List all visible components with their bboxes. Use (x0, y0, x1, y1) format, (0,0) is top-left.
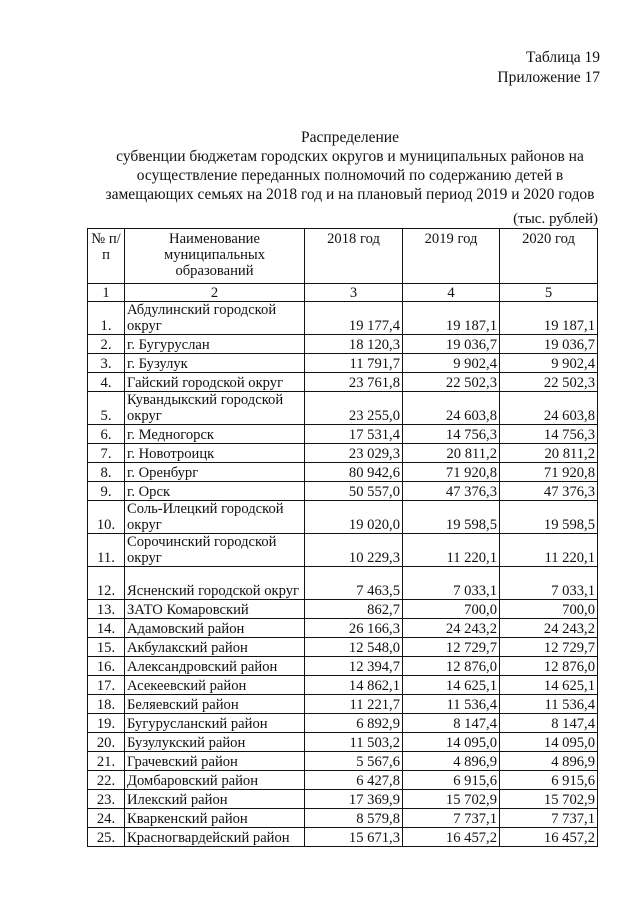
value-2018: 14 862,1 (305, 676, 403, 695)
value-2018: 6 892,9 (305, 714, 403, 733)
table-row (88, 657, 598, 676)
row-number: 8. (88, 463, 125, 482)
value-2019: 11 536,4 (403, 695, 500, 714)
municipality-name: г. Орск (125, 482, 305, 501)
table-row (88, 638, 598, 657)
value-2018: 23 255,0 (305, 392, 403, 425)
value-2020: 8 147,4 (500, 714, 598, 733)
value-2018: 862,7 (305, 600, 403, 619)
municipality-name: ЗАТО Комаровский (125, 600, 305, 619)
value-2020: 20 811,2 (500, 444, 598, 463)
municipality-name: Гайский городской округ (125, 373, 305, 392)
value-2019: 6 915,6 (403, 771, 500, 790)
table-row (88, 373, 598, 392)
value-2018: 11 221,7 (305, 695, 403, 714)
value-2020: 700,0 (500, 600, 598, 619)
table-number: Таблица 19 (525, 49, 600, 66)
row-number: 7. (88, 444, 125, 463)
table-row (88, 676, 598, 695)
row-number: 9. (88, 482, 125, 501)
value-2018: 80 942,6 (305, 463, 403, 482)
title-line: Распределение (301, 129, 399, 146)
value-2018: 8 579,8 (305, 809, 403, 828)
value-2018: 15 671,3 (305, 828, 403, 847)
value-2019: 12 729,7 (403, 638, 500, 657)
table-row (88, 600, 598, 619)
table-row (88, 425, 598, 444)
row-number: 3. (88, 354, 125, 373)
table-row (88, 828, 598, 847)
municipality-name: г. Новотроицк (125, 444, 305, 463)
municipality-name: Абдулинский городской округ (125, 302, 305, 335)
row-number: 14. (88, 619, 125, 638)
value-2018: 12 394,7 (305, 657, 403, 676)
appendix-number: Приложение 17 (497, 69, 600, 86)
row-number: 18. (88, 695, 125, 714)
municipality-name: Кваркенский район (125, 809, 305, 828)
value-2020: 16 457,2 (500, 828, 598, 847)
municipality-name: Сорочинский городской округ (125, 534, 305, 567)
value-2018: 26 166,3 (305, 619, 403, 638)
value-2019: 8 147,4 (403, 714, 500, 733)
table-row (88, 534, 598, 567)
header-2020: 2020 год (500, 229, 598, 284)
value-2019: 24 243,2 (403, 619, 500, 638)
value-2020: 7 033,1 (500, 567, 598, 600)
table-row (88, 335, 598, 354)
municipality-name: Домбаровский район (125, 771, 305, 790)
value-2020: 4 896,9 (500, 752, 598, 771)
value-2020: 71 920,8 (500, 463, 598, 482)
header-2019: 2019 год (403, 229, 500, 284)
header-2018: 2018 год (305, 229, 403, 284)
table-row (88, 619, 598, 638)
value-2018: 10 229,3 (305, 534, 403, 567)
row-number: 4. (88, 373, 125, 392)
value-2018: 50 557,0 (305, 482, 403, 501)
row-number: 21. (88, 752, 125, 771)
value-2018: 7 463,5 (305, 567, 403, 600)
value-2020: 11 536,4 (500, 695, 598, 714)
table-row (88, 392, 598, 425)
column-index: 2 (125, 284, 305, 302)
row-number: 22. (88, 771, 125, 790)
table-row (88, 752, 598, 771)
municipality-name: Красногвардейский район (125, 828, 305, 847)
value-2018: 19 020,0 (305, 501, 403, 534)
municipality-name: Акбулакский район (125, 638, 305, 657)
value-2020: 22 502,3 (500, 373, 598, 392)
municipality-name: Соль-Илецкий городской округ (125, 501, 305, 534)
municipality-name: Грачевский район (125, 752, 305, 771)
value-2018: 11 791,7 (305, 354, 403, 373)
value-2020: 12 729,7 (500, 638, 598, 657)
title-line: субвенции бюджетам городских округов и муниципальных районов на (116, 148, 584, 165)
value-2019: 14 625,1 (403, 676, 500, 695)
row-number: 16. (88, 657, 125, 676)
table-row (88, 567, 598, 600)
value-2019: 22 502,3 (403, 373, 500, 392)
value-2019: 47 376,3 (403, 482, 500, 501)
table-row (88, 809, 598, 828)
column-index-row (88, 284, 598, 302)
value-2019: 11 220,1 (403, 534, 500, 567)
row-number: 13. (88, 600, 125, 619)
units-label: (тыс. рублей) (513, 211, 598, 227)
document-header (497, 48, 600, 88)
value-2020: 14 756,3 (500, 425, 598, 444)
value-2019: 15 702,9 (403, 790, 500, 809)
value-2019: 19 598,5 (403, 501, 500, 534)
value-2019: 14 756,3 (403, 425, 500, 444)
table-row (88, 501, 598, 534)
municipality-name: г. Бузулук (125, 354, 305, 373)
row-number: 20. (88, 733, 125, 752)
value-2018: 11 503,2 (305, 733, 403, 752)
value-2020: 24 603,8 (500, 392, 598, 425)
value-2019: 14 095,0 (403, 733, 500, 752)
value-2018: 23 761,8 (305, 373, 403, 392)
value-2020: 15 702,9 (500, 790, 598, 809)
municipality-name: г. Медногорск (125, 425, 305, 444)
row-number: 15. (88, 638, 125, 657)
row-number: 2. (88, 335, 125, 354)
value-2019: 20 811,2 (403, 444, 500, 463)
value-2020: 14 625,1 (500, 676, 598, 695)
row-number: 12. (88, 567, 125, 600)
table-row (88, 733, 598, 752)
value-2020: 6 915,6 (500, 771, 598, 790)
value-2020: 12 876,0 (500, 657, 598, 676)
value-2018: 12 548,0 (305, 638, 403, 657)
value-2018: 19 177,4 (305, 302, 403, 335)
column-index: 5 (500, 284, 598, 302)
value-2019: 24 603,8 (403, 392, 500, 425)
value-2019: 12 876,0 (403, 657, 500, 676)
header-name: Наименование муниципальных образований (125, 229, 305, 284)
table-row (88, 714, 598, 733)
table-row (88, 771, 598, 790)
value-2019: 9 902,4 (403, 354, 500, 373)
value-2020: 19 187,1 (500, 302, 598, 335)
municipality-name: г. Бугуруслан (125, 335, 305, 354)
value-2020: 11 220,1 (500, 534, 598, 567)
row-number: 23. (88, 790, 125, 809)
value-2018: 17 369,9 (305, 790, 403, 809)
row-number: 25. (88, 828, 125, 847)
row-number: 24. (88, 809, 125, 828)
row-number: 5. (88, 392, 125, 425)
municipality-name: Бугурусланский район (125, 714, 305, 733)
header-num: № п/п (88, 229, 125, 284)
document-title (90, 128, 610, 204)
municipality-name: Асекеевский район (125, 676, 305, 695)
row-number: 10. (88, 501, 125, 534)
column-index: 3 (305, 284, 403, 302)
value-2019: 19 036,7 (403, 335, 500, 354)
value-2020: 24 243,2 (500, 619, 598, 638)
municipality-name: Кувандыкский городской округ (125, 392, 305, 425)
value-2018: 18 120,3 (305, 335, 403, 354)
value-2019: 7 033,1 (403, 567, 500, 600)
value-2019: 700,0 (403, 600, 500, 619)
value-2020: 47 376,3 (500, 482, 598, 501)
subvention-table (87, 228, 598, 847)
value-2020: 19 598,5 (500, 501, 598, 534)
municipality-name: Беляевский район (125, 695, 305, 714)
value-2019: 4 896,9 (403, 752, 500, 771)
table-row (88, 444, 598, 463)
value-2020: 7 737,1 (500, 809, 598, 828)
value-2020: 14 095,0 (500, 733, 598, 752)
value-2019: 16 457,2 (403, 828, 500, 847)
value-2018: 5 567,6 (305, 752, 403, 771)
table-row (88, 790, 598, 809)
value-2019: 71 920,8 (403, 463, 500, 482)
value-2018: 6 427,8 (305, 771, 403, 790)
municipality-name: Ясненский городской округ (125, 567, 305, 600)
municipality-name: г. Оренбург (125, 463, 305, 482)
table-row (88, 695, 598, 714)
municipality-name: Александровский район (125, 657, 305, 676)
municipality-name: Илекский район (125, 790, 305, 809)
value-2020: 19 036,7 (500, 335, 598, 354)
value-2018: 17 531,4 (305, 425, 403, 444)
municipality-name: Адамовский район (125, 619, 305, 638)
value-2020: 9 902,4 (500, 354, 598, 373)
value-2019: 7 737,1 (403, 809, 500, 828)
municipality-name: Бузулукский район (125, 733, 305, 752)
table-row (88, 463, 598, 482)
table-row (88, 302, 598, 335)
row-number: 6. (88, 425, 125, 444)
row-number: 1. (88, 302, 125, 335)
column-index: 1 (88, 284, 125, 302)
row-number: 19. (88, 714, 125, 733)
title-line: осуществление переданных полномочий по содержанию детей в (136, 167, 564, 184)
table-header-row (88, 229, 598, 284)
title-line: замещающих семьях на 2018 год и на плановый период 2019 и 2020 годов (105, 186, 595, 203)
table-row (88, 354, 598, 373)
table-body (88, 302, 598, 847)
value-2019: 19 187,1 (403, 302, 500, 335)
column-index: 4 (403, 284, 500, 302)
row-number: 11. (88, 534, 125, 567)
row-number: 17. (88, 676, 125, 695)
value-2018: 23 029,3 (305, 444, 403, 463)
table-row (88, 482, 598, 501)
